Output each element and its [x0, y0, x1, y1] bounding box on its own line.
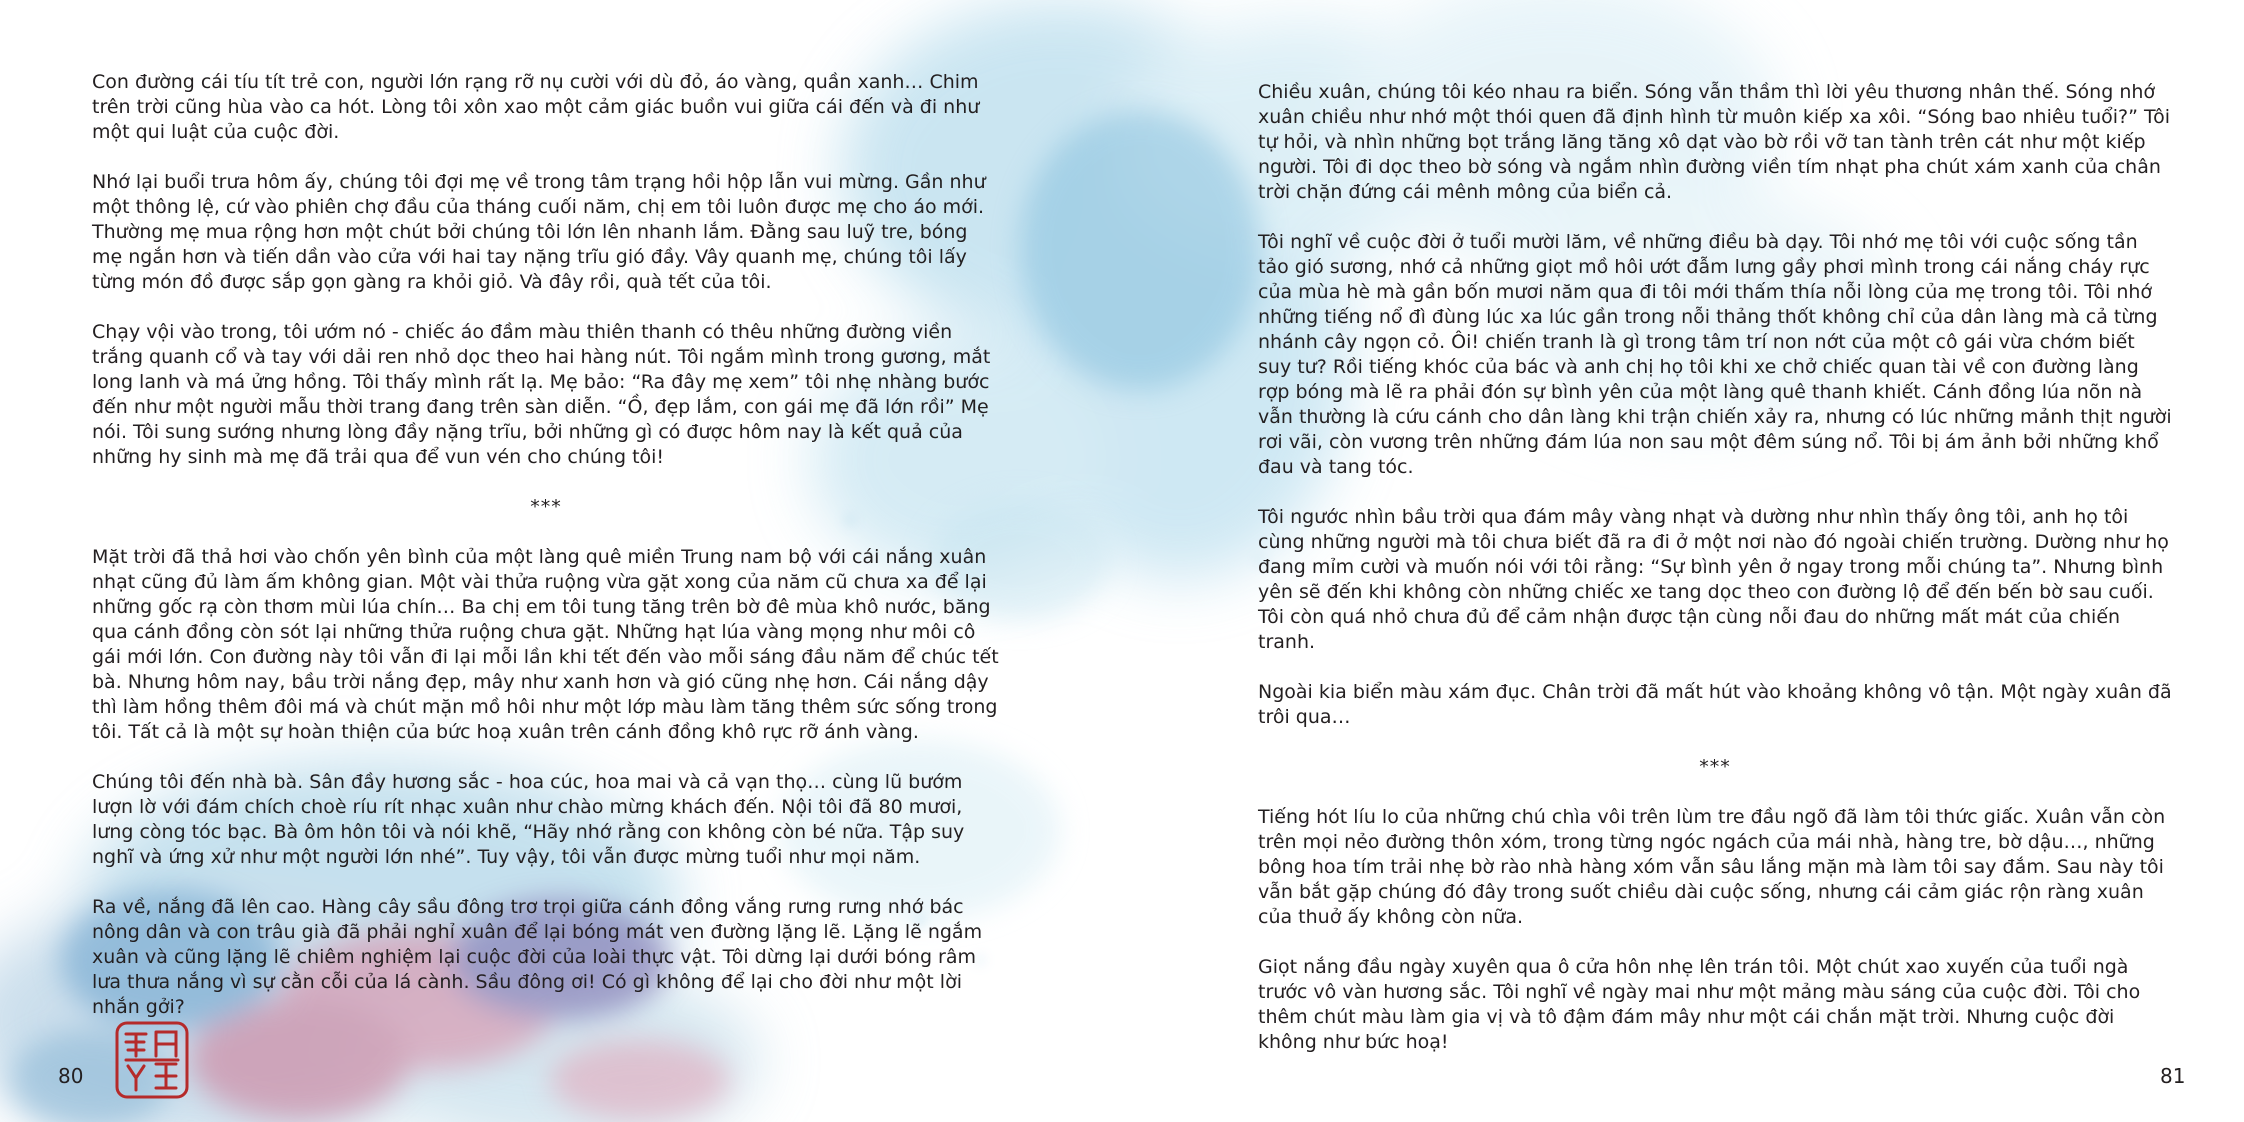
paragraph: Chúng tôi đến nhà bà. Sân đầy hương sắc - hoa cúc, hoa mai và cả vạn thọ… cùng lũ bướm lượn lờ với đám chích choè ríu rít nhạc xuân như chào mừng khách đến. Nội tôi đã 80 mươi, lưng còng tóc bạc. Bà ôm hôn tôi và nói khẽ, “Hãy nhớ rằng con không còn bé nữa. Tập suy nghĩ và ứng xử như một người lớn nhé”. Tuy vậy, tôi vẫn được mừng tuổi như mọi năm. [92, 771, 965, 868]
page-number-left: 80 [58, 1064, 84, 1088]
paragraph: Tiếng hót líu lo của những chú chìa vôi trên lùm tre đầu ngõ đã làm tôi thức giấc. Xuân vẫn còn trên mọi nẻo đường thôn xóm, trong từng ngóc ngách của mái nhà, hàng tre, bờ dậu…, những bông hoa tím trải nhẹ bờ rào nhà hàng xóm vẫn sâu lắng mặn mà làm tôi say đắm. Sau này tôi vẫn bắt gặp chúng đó đây trong suốt chiều dài cuộc sống, nhưng cái cảm giác rộn ràng xuân của thuở ấy không còn nữa. [1258, 806, 2166, 928]
paragraph: Chạy vội vào trong, tôi ướm nó - chiếc áo đầm màu thiên thanh có thêu những đường viền trắng quanh cổ và tay với dải ren nhỏ dọc theo hai hàng nút. Tôi ngắm mình trong gương, mắt long lanh và má ửng hồng. Tôi thấy mình rất lạ. Mẹ bảo: “Ra đây mẹ xem” tôi nhẹ nhàng bước đến như một người mẫu thời trang đang trên sàn diễn. “Ồ, đẹp lắm, con gái mẹ đã lớn rồi” Mẹ nói. Tôi sung sướng nhưng lòng đầy nặng trĩu, bởi những gì có được hôm nay là kết quả của những hy sinh mà mẹ đã trải qua để vun vén cho chúng tôi! [92, 321, 991, 468]
paragraph: Tôi nghĩ về cuộc đời ở tuổi mười lăm, về những điều bà dạy. Tôi nhớ mẹ tôi với cuộc sống tần tảo gió sương, nhớ cả những giọt mồ hôi ướt đẫm lưng gầy phơi mình trong cái nắng cháy rực của mùa hè mà gần bốn mươi năm qua đi tôi mới thấm thía nỗi lòng của mẹ trong tôi. Tôi nhớ những tiếng nổ đì đùng lúc xa lúc gần trong nỗi thảng thốt không chỉ của dân làng mà cả từng nhánh cây ngọn cỏ. Ôi! chiến tranh là gì trong tâm trí non nớt của một cô gái vừa chớm biết suy tư? Rồi tiếng khóc của bác và anh chị họ tôi khi xe chở chiếc quan tài về con đường làng rợp bóng mà lẽ ra phải đón sự bình yên của một làng quê thanh khiết. Cánh đồng lúa nõn nà vẫn thường là cứu cánh cho dân làng khi trận chiến xảy ra, nhưng có lúc những mảnh thịt người rơi vãi, còn vương trên những đám lúa non sau một đêm súng nổ. Tôi bị ám ảnh bởi những khổ đau và tang tóc. [1258, 231, 2172, 478]
paragraph: Giọt nắng đầu ngày xuyên qua ô cửa hôn nhẹ lên trán tôi. Một chút xao xuyến của tuổi ngà trước vô vàn hương sắc. Tôi nghĩ về ngày mai như một mảng màu sáng của cuộc đời. Tôi cho thêm chút màu làm gia vị và tô đậm đám mây như một cái chắn mặt trời. Nhưng cuộc đời không như bức hoạ! [1258, 956, 2141, 1053]
paragraph: Con đường cái tíu tít trẻ con, người lớn rạng rỡ nụ cười với dù đỏ, áo vàng, quần xanh… Chim trên trời cũng hùa vào ca hót. Lòng tôi xôn xao một cảm giác buồn vui giữa cái đến và đi như một qui luật của cuộc đời. [92, 71, 980, 143]
page-number-right: 81 [2160, 1064, 2186, 1088]
paragraph: Chiều xuân, chúng tôi kéo nhau ra biển. Sóng vẫn thầm thì lời yêu thương nhân thế. Sóng nhớ xuân chiều như nhớ một thói quen đã định hình từ muôn kiếp xa xôi. “Sóng bao nhiêu tuổi?” Tôi tự hỏi, và nhìn những bọt trắng lăng tăng xô dạt vào bờ rồi vỡ tan tành trên cát như một kiếp người. Tôi đi dọc theo bờ sóng và ngắm nhìn đường viền tím nhạt pha chút xám xanh của chân trời chặn đứng cái mênh mông của biển cả. [1258, 81, 2171, 203]
paragraph: Ra về, nắng đã lên cao. Hàng cây sầu đông trơ trọi giữa cánh đồng vắng rưng rưng nhớ bác nông dân và con trâu già đã phải nghỉ xuân để lại bóng mát ven đường lặng lẽ. Lặng lẽ ngắm xuân và cũng lặng lẽ chiêm nghiệm lại cuộc đời của loài thực vật. Tôi dừng lại dưới bóng râm lưa thưa nắng vì sự cằn cỗi của lá cành. Sầu đông ơi! Có gì không để lại cho đời như một lời nhắn gởi? [92, 896, 983, 1018]
paragraph: Ngoài kia biển màu xám đục. Chân trời đã mất hút vào khoảng không vô tận. Một ngày xuân đã trôi qua… [1258, 681, 2172, 728]
paragraph: Nhớ lại buổi trưa hôm ấy, chúng tôi đợi mẹ về trong tâm trạng hồi hộp lẫn vui mừng. Gần như một thông lệ, cứ vào phiên chợ đầu của tháng cuối năm, chị em tôi luôn được mẹ cho áo mới. Thường mẹ mua rộng hơn một chút bởi chúng tôi lớn lên nhanh lắm. Đằng sau luỹ tre, bóng mẹ ngắn hơn và tiến dần vào cửa với hai tay nặng trĩu gió đầy. Vây quanh mẹ, chúng tôi lấy từng món đồ được sắp gọn gàng ra khỏi giỏ. Và đây rồi, quà tết của tôi. [92, 171, 986, 293]
seal-icon [114, 1020, 190, 1100]
section-separator: *** [1699, 756, 1731, 778]
section-separator: *** [530, 496, 562, 518]
left-page [92, 70, 1000, 1045]
paragraph: Tôi ngước nhìn bầu trời qua đám mây vàng nhạt và dường như nhìn thấy ông tôi, anh họ tôi cùng những người mà tôi chưa biết đã ra đi ở một nơi nào đó ngoài chiến trường. Dường như họ đang mỉm cười và muốn nói với tôi rằng: “Sự bình yên ở ngay trong mỗi chúng ta”. Nhưng bình yên sẽ đến khi không còn những chiếc xe tang dọc theo con đường lộ để đến bến bờ sau cuối. Tôi còn quá nhỏ chưa đủ để cảm nhận được tận cùng nỗi đau do những mất mát của chiến tranh. [1258, 506, 2169, 653]
paragraph: Mặt trời đã thả hơi vào chốn yên bình của một làng quê miền Trung nam bộ với cái nắng xuân nhạt cũng đủ làm ấm không gian. Một vài thửa ruộng vừa gặt xong của năm cũ chưa xa để lại những gốc rạ còn thơm mùi lúa chín… Ba chị em tôi tung tăng trên bờ đê mùa khô nước, băng qua cánh đồng còn sót lại những thửa ruộng chưa gặt. Những hạt lúa vàng mọng như môi cô gái mới lớn. Con đường này tôi vẫn đi lại mỗi lần khi tết đến vào mỗi sáng đầu năm để chúc tết bà. Nhưng hôm nay, bầu trời nắng đẹp, mây như xanh hơn và gió cũng nhẹ hơn. Cái nắng dậy thì làm hồng thêm đôi má và chút mặn mồ hôi như một lớp màu làm tăng thêm sức sống trong tôi. Tất cả là một sự hoàn thiện của bức hoạ xuân trên cánh đồng khô rực rỡ ánh vàng. [92, 546, 999, 743]
right-page [1258, 80, 2172, 1080]
